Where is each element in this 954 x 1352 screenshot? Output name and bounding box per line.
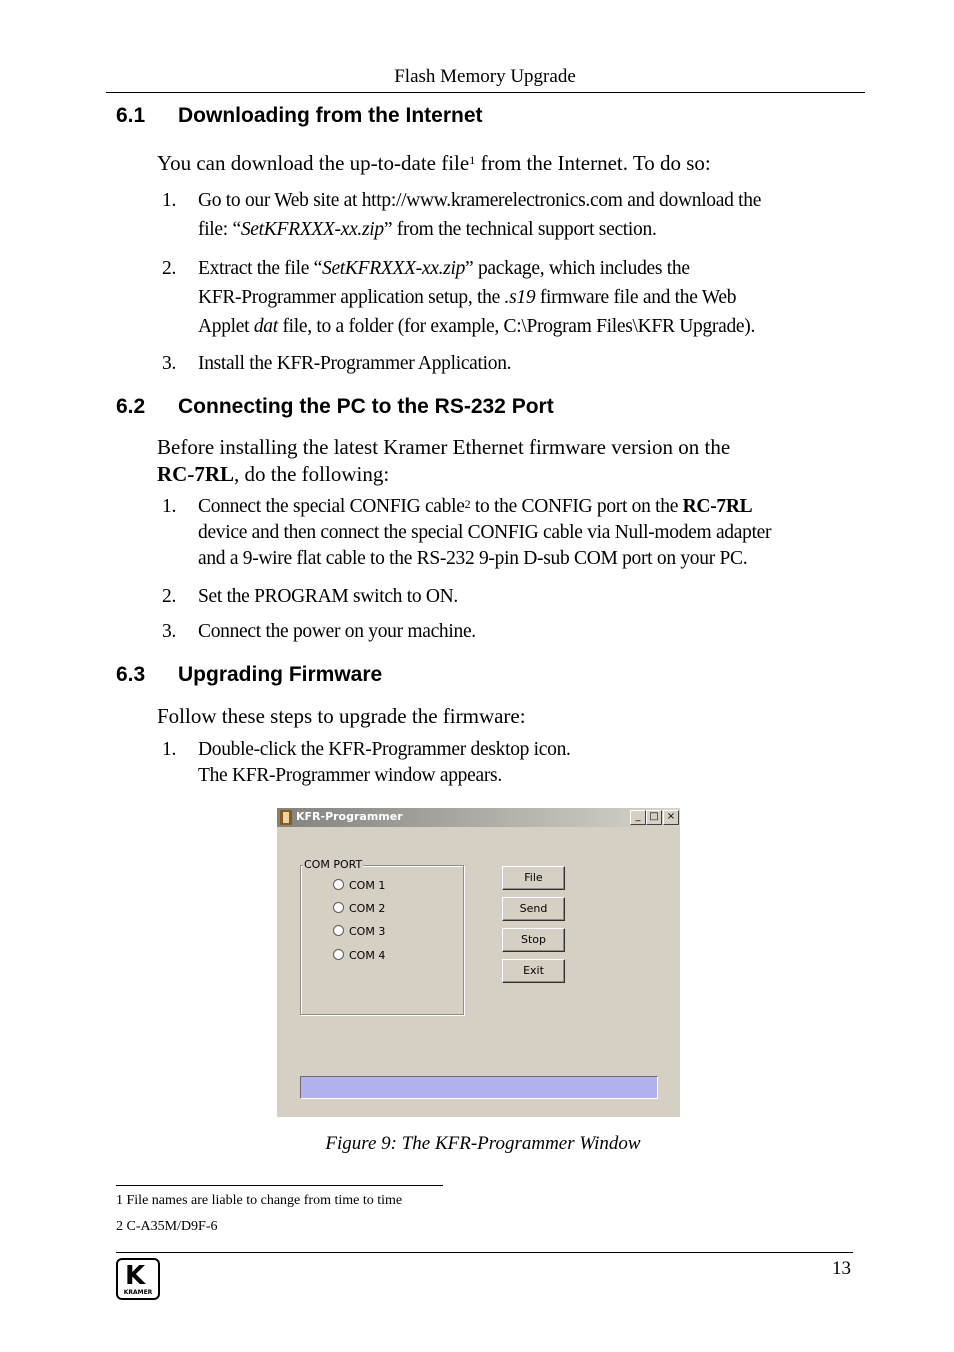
figure-caption: Figure 9: The KFR-Programmer Window: [325, 1133, 641, 1154]
running-header: Flash Memory Upgrade: [394, 66, 576, 87]
window-titlebar[interactable]: [277, 808, 680, 827]
maximize-button[interactable]: □: [646, 810, 662, 825]
file-name: SetKFRXXX-xx.zip: [240, 219, 384, 240]
header-rule: [106, 92, 865, 93]
window-title: KFR-Programmer: [296, 810, 403, 823]
file-name: SetKFRXXX-xx.zip: [322, 258, 466, 279]
radio-icon: [333, 925, 344, 936]
logo-letter: K: [125, 1261, 146, 1291]
com-port-label: COM PORT: [304, 858, 363, 871]
list-item: 2. Set the PROGRAM switch to ON.: [162, 586, 458, 607]
list-item: 2. Extract the file “SetKFRXXX-xx.zip” package, which includes the KFR-Programmer application setup, the .s19 firmware file and the Web Applet dat file, to a folder (for example, C:\Program Files\KFR Upgrade).: [162, 258, 756, 337]
section-6-2-heading: [116, 395, 554, 419]
com1-radio[interactable]: COM 1: [333, 879, 385, 892]
section-6-1-intro: You can download the up-to-date file$^1$ from the Internet. To do so:: [157, 151, 711, 175]
footnote-rule: [116, 1185, 443, 1186]
footnote-ref: 1: [469, 153, 476, 167]
send-button[interactable]: Send: [502, 897, 565, 921]
progress-bar: [300, 1076, 658, 1099]
section-6-3-heading: [116, 663, 382, 687]
stop-button[interactable]: Stop: [502, 928, 565, 952]
list-item: 1. Connect the special CONFIG cable$^2$ to the CONFIG port on the RC-7RL device and then connect the special CONFIG cable via Null-modem adapter and a 9-wire flat cable to the RS-232 9-pin D-sub COM port on your PC.: [162, 496, 772, 569]
exit-button[interactable]: Exit: [502, 959, 565, 983]
minimize-button[interactable]: _: [630, 810, 646, 825]
com3-radio[interactable]: COM 3: [333, 925, 385, 938]
section-title: Upgrading Firmware: [178, 663, 383, 686]
logo-wordmark: KRAMER: [123, 1289, 153, 1296]
list-item: 3. Connect the power on your machine.: [162, 621, 476, 642]
radio-icon: [333, 902, 344, 913]
section-6-1-heading: [116, 104, 483, 128]
kramer-logo: [116, 1258, 160, 1300]
com4-radio[interactable]: COM 4: [333, 949, 385, 962]
section-number: 6.2: [116, 395, 146, 418]
list-item: 3. Install the KFR-Programmer Application.: [162, 353, 512, 374]
kfr-programmer-window: [277, 808, 680, 1117]
radio-icon: [333, 949, 344, 960]
list-item: 1. Double-click the KFR-Programmer desktop icon. The KFR-Programmer window appears.: [162, 739, 571, 786]
page-number: 13: [832, 1258, 851, 1279]
com2-radio[interactable]: COM 2: [333, 902, 385, 915]
footnote-2: 2 C-A35M/D9F-6: [116, 1219, 218, 1234]
list-item: 1. Go to our Web site at http://www.kramerelectronics.com and download the file: “SetKFRXXX-xx.zip” from the technical support section.: [162, 190, 762, 240]
section-number: 6.3: [116, 663, 146, 686]
footer-rule: [116, 1252, 853, 1253]
close-button[interactable]: ×: [663, 810, 679, 825]
section-6-2-intro: Before installing the latest Kramer Ethernet firmware version on the RC-7RL, do the following:: [157, 435, 731, 486]
footnote-1: 1 File names are liable to change from time to time: [116, 1193, 403, 1208]
kfr-app-icon: [280, 810, 292, 825]
footnote-ref: 2: [464, 497, 471, 511]
file-button[interactable]: File: [502, 866, 565, 890]
section-title: Connecting the PC to the RS-232 Port: [178, 395, 554, 418]
section-6-3-intro: Follow these steps to upgrade the firmware:: [157, 704, 526, 728]
radio-icon: [333, 879, 344, 890]
section-number: 6.1: [116, 104, 146, 127]
section-title: Downloading from the Internet: [178, 104, 483, 127]
